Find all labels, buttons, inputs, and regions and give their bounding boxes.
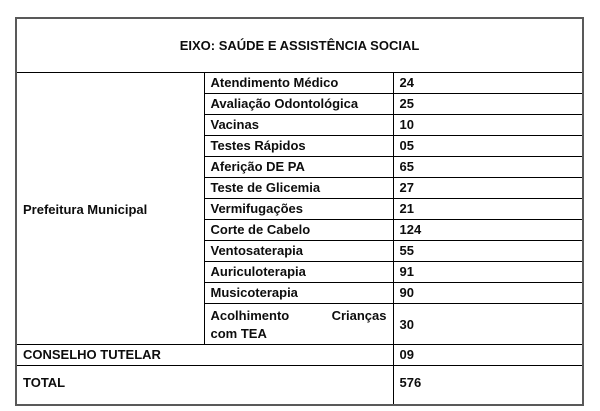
service-value-cell: 10	[393, 115, 583, 136]
conselho-tutelar-row	[16, 345, 583, 366]
service-value-cell: 05	[393, 136, 583, 157]
service-label-cell: Auriculoterapia	[204, 262, 393, 283]
service-value-cell: 25	[393, 94, 583, 115]
total-row	[16, 366, 583, 406]
table-body	[16, 18, 583, 405]
service-value-cell: 91	[393, 262, 583, 283]
service-label-cell: Testes Rápidos	[204, 136, 393, 157]
service-label-cell: Vermifugações	[204, 199, 393, 220]
service-row	[16, 73, 583, 94]
eixo-saude-table	[15, 17, 584, 406]
service-value-cell: 55	[393, 241, 583, 262]
title-row	[16, 18, 583, 73]
service-label-cell: Vacinas	[204, 115, 393, 136]
service-label-word: Crianças	[331, 308, 387, 323]
service-value-cell: 21	[393, 199, 583, 220]
conselho-value-cell: 09	[393, 345, 583, 366]
service-label-line1	[211, 307, 387, 325]
group-label-cell: Prefeitura Municipal	[16, 73, 204, 345]
service-value-cell: 30	[393, 304, 583, 345]
service-value-cell: 27	[393, 178, 583, 199]
service-label-cell: Atendimento Médico	[204, 73, 393, 94]
total-value-cell: 576	[393, 366, 583, 406]
service-label-word: Acolhimento	[210, 308, 290, 323]
service-label-cell: Aferição DE PA	[204, 157, 393, 178]
total-label-cell: TOTAL	[16, 366, 393, 406]
service-label-cell: Corte de Cabelo	[204, 220, 393, 241]
conselho-label-cell: CONSELHO TUTELAR	[16, 345, 393, 366]
service-value-cell: 90	[393, 283, 583, 304]
service-value-cell: 24	[393, 73, 583, 94]
service-label-line2: com TEA	[210, 326, 267, 341]
service-label-cell	[204, 304, 393, 345]
service-value-cell: 124	[393, 220, 583, 241]
service-label-cell: Teste de Glicemia	[204, 178, 393, 199]
service-value-cell: 65	[393, 157, 583, 178]
service-label-cell: Musicoterapia	[204, 283, 393, 304]
service-label-cell: Ventosaterapia	[204, 241, 393, 262]
service-label-cell: Avaliação Odontológica	[204, 94, 393, 115]
table-title: EIXO: SAÚDE E ASSISTÊNCIA SOCIAL	[16, 18, 583, 73]
